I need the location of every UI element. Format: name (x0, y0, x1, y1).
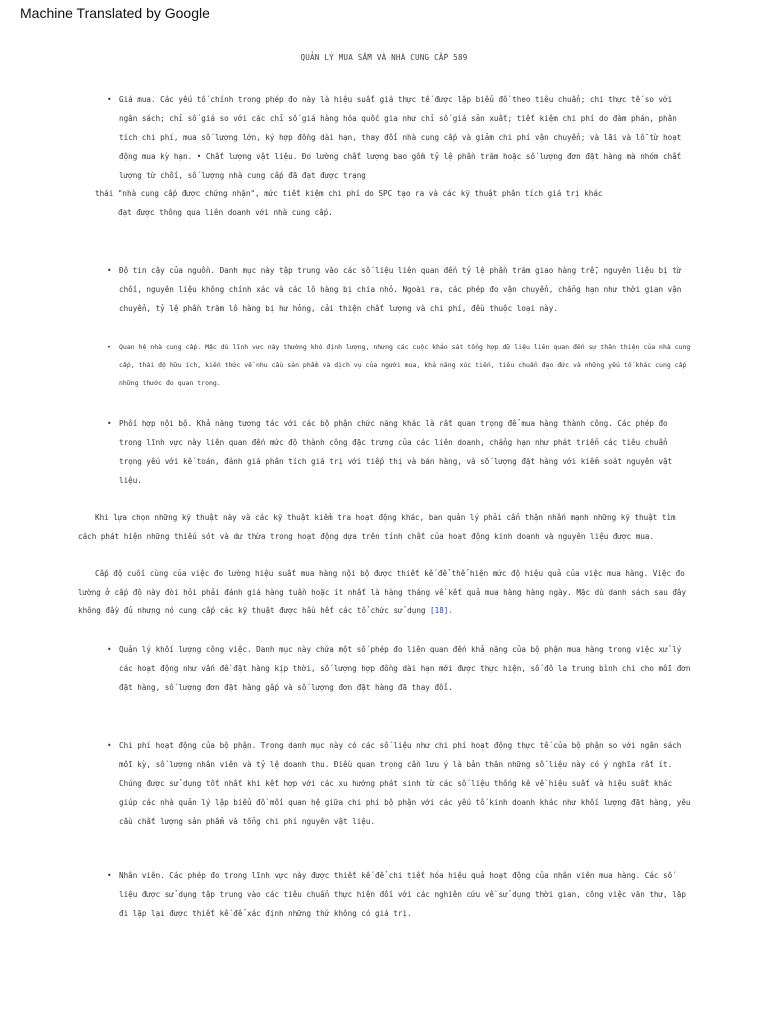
machine-translation-banner: Machine Translated by Google (20, 5, 210, 21)
list-item-text: Nhân viên. Các phép đo trong lĩnh vực này được thiết kế để chi tiết hóa hiệu quả hoạt động của nhân viên mua hàng. Các số liệu được sử dụng tập trung vào các tiêu chuẩn thực hiện đối với các nghiên cứu về sử dụng thời gian, công việc văn thư, lặp đi lặp lại được thiết kế để xác định những thứ không có giá trị. (119, 871, 686, 918)
bullet-marker: • (107, 419, 112, 428)
bullet-marker: • (107, 95, 112, 104)
list-item-workload (95, 640, 695, 697)
list-item-operating-cost (95, 736, 695, 831)
paragraph-text: Cấp độ cuối cùng của việc đo lường hiệu suất mua hàng nội bộ được thiết kế để thể hiện mức độ hiệu quả của việc mua hàng. Việc đo lường ở cấp độ này đòi hỏi phải đánh giá hàng tuần hoặc ít nhất là hàng tháng về kết quả mua hàng hàng ngày. Mặc dù danh sách sau đây không đầy đủ nhưng nó cung cấp các kỹ thuật được hầu hết các tổ chức sử dụng (78, 569, 687, 615)
list-item-source-reliability (95, 261, 695, 318)
bullet-marker: • (107, 266, 112, 275)
page-header: QUẢN LÝ MUA SẮM VÀ NHÀ CUNG CẤP 589 (300, 53, 468, 62)
citation-link[interactable]: [18]. (430, 606, 453, 615)
bullet-marker: • (107, 343, 111, 351)
list-item-text: Quan hệ nhà cung cấp. Mặc dù lĩnh vực này thường khó định lượng, nhưng các cuộc khảo sát tổng hợp dữ liệu liên quan đến sự thân thiện của nhà cung cấp, thái độ hữu ích, kiến thức về nhu cầu sản phẩm và dịch vụ của người mua, khả năng xúc tiến, tiêu chuẩn đạo đức và những yếu tố khác cung cấp những thước đo quan trọng. (119, 343, 691, 387)
body-paragraph (78, 565, 690, 621)
list-item-text: Chi phí hoạt động của bộ phận. Trong danh mục này có các số liệu như chi phí hoạt động thực tế của bộ phận so với ngân sách mỗi kỳ, số lượng nhân viên và tỷ lệ doanh thu. Điều quan trọng cần lưu ý là bản thân những số liệu này có ý nghĩa rất ít. Chúng được sử dụng tốt nhất khi kết hợp với các xu hướng phát sinh từ các số liệu thống kê về hiệu suất và hiệu suất khác giúp các nhà quản lý lập biểu đồ mối quan hệ giữa chi phí bộ phận với các yếu tố kinh doanh khác như khối lượng đặt hàng, yêu cầu chất lượng sản phẩm và tổng chi phí nguyên vật liệu. (119, 741, 691, 826)
list-item-internal-coordination (95, 414, 695, 490)
list-item-supplier-relations (95, 338, 695, 392)
list-item-continuation: thái "nhà cung cấp được chứng nhận", mức tiết kiệm chi phí do SPC tạo ra và các kỹ thuật phân tích giá trị khác (95, 189, 603, 198)
list-item-purchase-price (95, 90, 695, 185)
list-item-text: Phối hợp nội bộ. Khả năng tương tác với các bộ phận chức năng khác là rất quan trọng để mua hàng thành công. Các phép đo trong lĩnh vực này liên quan đến mức độ thành công đặc trưng của các liên doanh, chẳng hạn như phát triển các tiêu chuẩn trọng yếu với kế toán, đánh giá phân tích giá trị với tiếp thị và bán hàng, và số lượng đặt hàng với kiểm soát nguyên vật liệu. (119, 419, 673, 485)
bullet-marker: • (107, 645, 112, 654)
list-item-text: Độ tin cậy của nguồn. Danh mục này tập trung vào các số liệu liên quan đến tỷ lệ phần trăm giao hàng trễ, nguyên liệu bị từ chối, nguyên liệu không chính xác và các lô hàng bị chia nhỏ. Ngoài ra, các phép đo vận chuyển, chẳng hạn như thời gian vận chuyển, tỷ lệ phần trăm lô hàng bị hư hỏng, cải thiện chất lượng và chi phí, đều thuộc loại này. (119, 266, 682, 313)
list-item-continuation: đạt được thông qua liên doanh với nhà cung cấp. (118, 208, 333, 217)
bullet-marker: • (107, 871, 112, 880)
list-item-text: Giá mua. Các yếu tố chính trong phép đo này là hiệu suất giá thực tế được lập biểu đồ theo tiêu chuẩn; chi thực tế so với ngân sách; chỉ số giá so với các chỉ số giá hàng hóa quốc gia như chỉ số giá sản xuất; tiết kiệm chi phí do đàm phán, phân tích chi phí, mua số lượng lớn, ký hợp đồng dài hạn, thay đổi nhà cung cấp và giảm chi phí vận chuyển; và lãi và lỗ từ hoạt động mua kỳ hạn. • Chất lượng vật liệu. Đo lường chất lượng bao gồm tỷ lệ phần trăm hoặc số lượng đơn đặt hàng mà nhóm chất lượng từ chối, số lượng nhà cung cấp đã đạt được trạng (119, 95, 682, 180)
list-item-text: Quản lý khối lượng công việc. Danh mục này chứa một số phép đo liên quan đến khả năng của bộ phận mua hàng trong việc xử lý các hoạt động như vấn đề đặt hàng kịp thời, số lượng hợp đồng dài hạn mới được thực hiện, số đô la trung bình chi cho mỗi đơn đặt hàng, số lượng đơn đặt hàng gấp và số lượng đơn đặt hàng đã thay đổi. (119, 645, 691, 692)
list-item-staff (95, 866, 695, 923)
body-paragraph: Khi lựa chọn những kỹ thuật này và các kỹ thuật kiểm tra hoạt động khác, ban quản lý phải cẩn thận nhấn mạnh những kỹ thuật tìm cách phát hiện những thiếu sót và dư thừa trong hoạt động dựa trên tính chất của hoạt động kinh doanh và nguyên liệu được mua. (78, 513, 676, 541)
bullet-marker: • (107, 741, 112, 750)
